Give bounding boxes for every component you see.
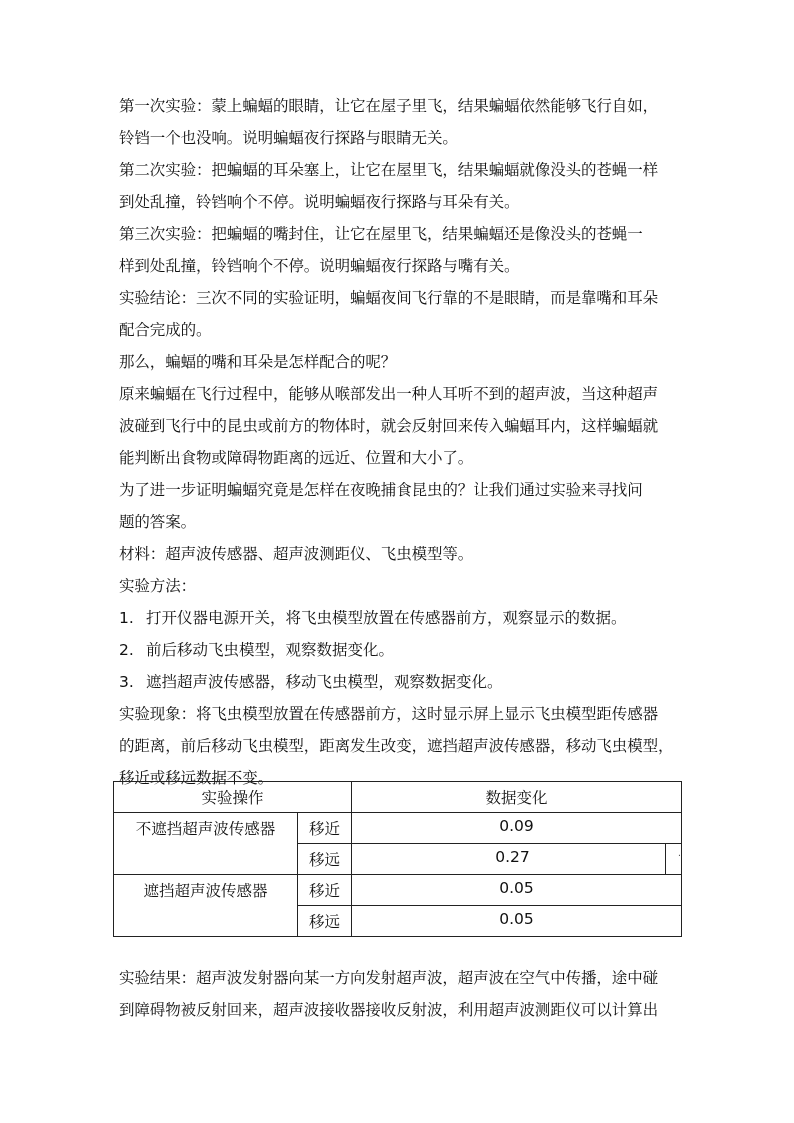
paragraph-method-heading: 实验方法： xyxy=(119,577,197,595)
paragraph-conclusion: 实验结论：三次不同的实验证明，蝙蝠夜间飞行靠的不是眼睛，而是靠嘴和耳朵 配合完成的。 xyxy=(119,289,659,339)
method-list-item: 1. 打开仪器电源开关，将飞虫模型放置在传感器前方，观察显示的数据。 xyxy=(119,609,627,627)
paragraph-purpose: 为了进一步证明蝙蝠究竟是怎样在夜晚捕食昆虫的？让我们通过实验来寻找问 题的答案。 xyxy=(119,481,643,531)
paragraph-experiment-3: 第三次实验：把蝙蝠的嘴封住，让它在屋里飞，结果蝙蝠还是像没头的苍蝇一 样到处乱撞，铃铛响个不停。说明蝙蝠夜行探路与嘴有关。 xyxy=(119,225,643,275)
table-stray-cell: . xyxy=(666,844,682,875)
paragraph-phenomenon: 实验现象：将飞虫模型放置在传感器前方，这时显示屏上显示飞虫模型距传感器 的距离，前后移动飞虫模型，距离发生改变，遮挡超声波传感器，移动飞虫模型， 移近或移远数据不变。 xyxy=(119,705,674,787)
table-condition-cell: 遮挡超声波传感器 xyxy=(114,875,298,937)
table-action-cell: 移近 xyxy=(298,875,352,906)
table-row xyxy=(114,813,682,844)
method-list-item: 2. 前后移动飞虫模型，观察数据变化。 xyxy=(119,641,395,659)
table-value-cell: 0.27 xyxy=(352,844,666,875)
paragraph-experiment-2: 第二次实验：把蝙蝠的耳朵塞上，让它在屋里飞，结果蝙蝠就像没头的苍蝇一样 到处乱撞，铃铛响个不停。说明蝙蝠夜行探路与耳朵有关。 xyxy=(119,161,659,211)
table-row xyxy=(114,875,682,906)
table-header-row xyxy=(114,782,682,813)
table-header-data: 数据变化 xyxy=(352,782,682,813)
table-action-cell: 移远 xyxy=(298,906,352,937)
table-condition-cell: 不遮挡超声波传感器 xyxy=(114,813,298,875)
paragraph-experiment-1: 第一次实验：蒙上蝙蝠的眼睛，让它在屋子里飞，结果蝙蝠依然能够飞行自如， 铃铛一个也没响。说明蝙蝠夜行探路与眼睛无关。 xyxy=(119,97,659,147)
method-list-item: 3. 遮挡超声波传感器，移动飞虫模型，观察数据变化。 xyxy=(119,673,503,691)
data-table xyxy=(113,781,682,937)
table-value-cell: 0.09 xyxy=(352,813,682,844)
paragraph-result: 实验结果：超声波发射器向某一方向发射超声波，超声波在空气中传播，途中碰 到障碍物被反射回来，超声波接收器接收反射波，利用超声波测距仪可以计算出 xyxy=(119,969,659,1019)
paragraph-materials: 材料：超声波传感器、超声波测距仪、飞虫模型等。 xyxy=(119,545,474,563)
paragraph-question-text: 那么，蝙蝠的嘴和耳朵是怎样配合的呢？ xyxy=(119,353,397,371)
table-header-operation: 实验操作 xyxy=(114,782,352,813)
table-value-cell: 0.05 xyxy=(352,906,682,937)
table-action-cell: 移近 xyxy=(298,813,352,844)
table-action-cell: 移远 xyxy=(298,844,352,875)
table-value-cell: 0.05 xyxy=(352,875,682,906)
paragraph-explanation: 原来蝙蝠在飞行过程中，能够从喉部发出一种人耳听不到的超声波，当这种超声 波碰到飞行中的昆虫或前方的物体时，就会反射回来传入蝙蝠耳内，这样蝙蝠就 能判断出食物或障碍物距离的远近、位置和大小了。 xyxy=(119,385,659,467)
